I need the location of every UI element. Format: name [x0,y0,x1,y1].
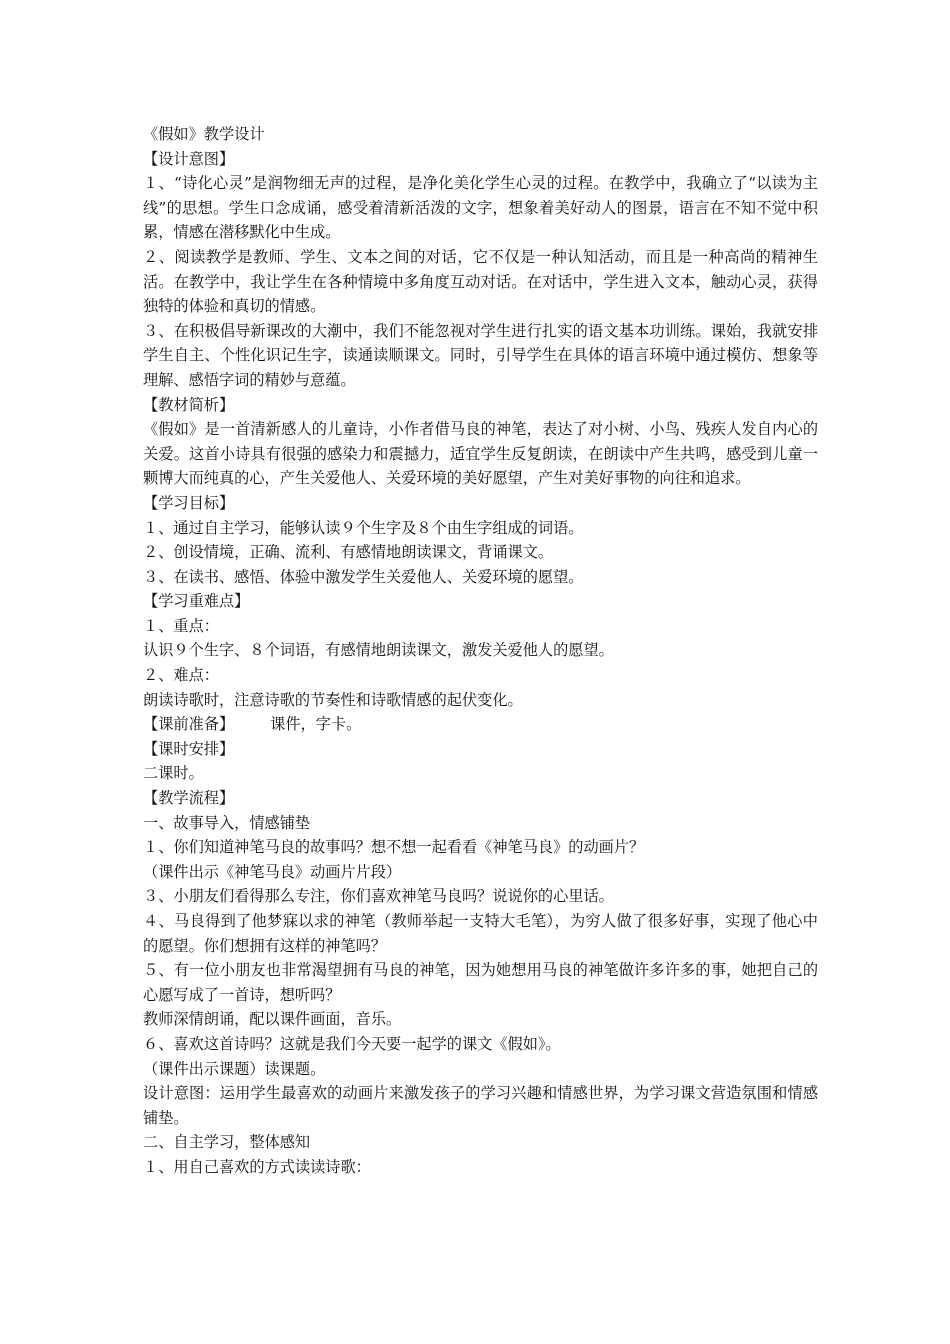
heading-process: 【教学流程】 [143,789,235,808]
process-line-7: 教师深情朗诵，配以课件画面，音乐。 [143,1010,402,1029]
key-point-label: １、重点： [143,616,219,635]
prep-line [143,712,818,737]
process-line-4: ３、小朋友们看得那么专注，你们喜欢神笔马良吗？说说你的心里话。 [143,887,614,906]
process-line-3: （课件出示《神笔马良》动画片片段） [143,862,402,881]
process-line-10: 设计意图：运用学生最喜欢的动画片来激发孩子的学习兴趣和情感世界，为学习课文营造氛围和情感铺垫。 [143,1084,818,1127]
hard-point-text: 朗读诗歌时，注意诗歌的节奏性和诗歌情感的起伏变化。 [143,690,523,709]
key-point-text: 认识９个生字、８个词语，有感情地朗读课文，激发关爱他人的愿望。 [143,641,614,660]
design-intent-item-2: ２、阅读教学是教师、学生、文本之间的对话，它不仅是一种认知活动，而且是一种高尚的精神生活。在教学中，我让学生在各种情境中多角度互动对话。在对话中，学生进入文本，触动心灵，获得独特的体验和真切的情感。 [143,247,818,316]
process-line-6: ５、有一位小朋友也非常渴望拥有马良的神笔，因为她想用马良的神笔做许多许多的事，她把自己的心愿写成了一首诗，想听吗？ [143,961,818,1004]
goal-item-2: ２、创设情境，正确、流利、有感情地朗读课文，背诵课文。 [143,543,554,562]
material-text: 《假如》是一首清新感人的儿童诗，小作者借马良的神笔，表达了对小树、小鸟、残疾人发自内心的关爱。这首小诗具有很强的感染力和震撼力，适宜学生反复朗读，在朗读中产生共鸣，感受到儿童一颗博大而纯真的心，产生关爱他人、关爱环境的美好愿望，产生对美好事物的向往和追求。 [143,420,818,488]
hard-point-label: ２、难点： [143,666,219,685]
process-line-11: 二、自主学习，整体感知 [143,1133,311,1152]
schedule-text: 二课时。 [143,764,204,783]
heading-key-points: 【学习重难点】 [143,592,250,611]
process-line-12: １、用自己喜欢的方式读读诗歌： [143,1157,371,1176]
goal-item-1: １、通过自主学习，能够认读９个生字及８个由生字组成的词语。 [143,518,584,537]
heading-goals: 【学习目标】 [143,493,235,512]
prep-text: 课件，字卡。 [270,715,362,734]
heading-schedule: 【课时安排】 [143,739,235,758]
heading-design-intent: 【设计意图】 [143,149,235,168]
heading-prep: 【课前准备】 [143,715,235,734]
design-intent-item-1: １、“诗化心灵”是润物细无声的过程，是净化美化学生心灵的过程。在教学中，我确立了“以读为主线”的思想。学生口念成诵，感受着清新活泼的文字，想象着美好动人的图景，语言在不知不觉中积累，情感在潜移默化中生成。 [143,174,818,242]
process-line-2: １、你们知道神笔马良的故事吗？想不想一起看看《神笔马良》的动画片？ [143,838,645,857]
process-line-8: ６、喜欢这首诗吗？这就是我们今天要一起学的课文《假如》。 [143,1034,561,1053]
process-line-1: 一、故事导入，情感铺垫 [143,813,311,832]
design-intent-item-3: ３、在积极倡导新课改的大潮中，我们不能忽视对学生进行扎实的语文基本功训练。课始，我就安排学生自主、个性化识记生字，读通读顺课文。同时，引导学生在具体的语言环境中通过模仿、想象等理解、感悟字词的精妙与意蕴。 [143,321,818,389]
process-line-5: ４、马良得到了他梦寐以求的神笔（教师举起一支特大毛笔），为穷人做了很多好事，实现了他心中的愿望。你们想拥有这样的神笔吗？ [143,912,818,955]
document-title: 《假如》教学设计 [143,125,265,143]
goal-item-3: ３、在读书、感悟、体验中激发学生关爱他人、关爱环境的愿望。 [143,567,584,586]
process-line-9: （课件出示课题）读课题。 [143,1059,326,1078]
heading-material: 【教材简析】 [143,395,235,414]
document-page [143,122,818,1180]
